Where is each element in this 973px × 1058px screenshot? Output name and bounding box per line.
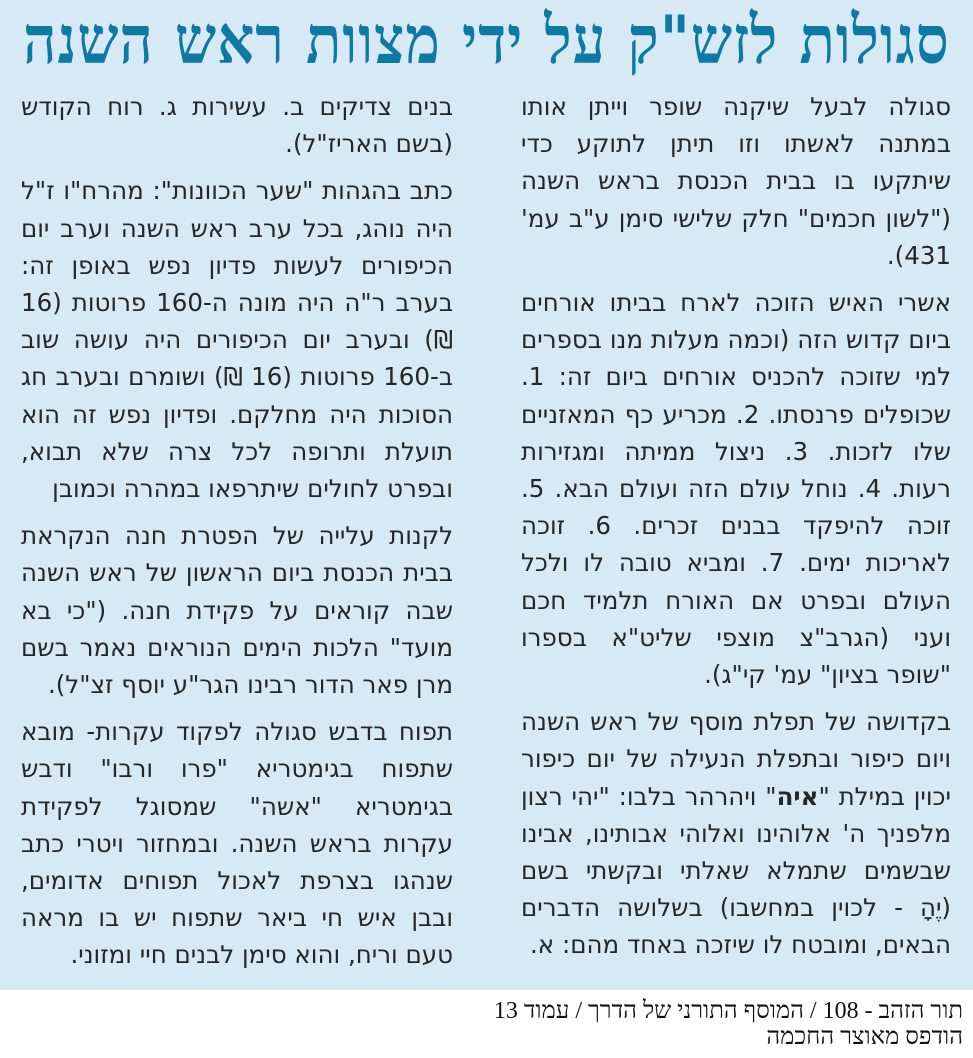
left-column: [21, 88, 453, 984]
text-before-bold: בקדושה של תפלת מוסף של ראש השנה ויום כיפור ובתפלת הנעילה של יום כיפור יכוין במילת ": [521, 707, 951, 811]
text-after-bold: " ויהרהר בלבו: "יהי רצון מלפניך ה' אלוהינו ואלוהי אבותינו, אבינו שבשמים שתמלא שאלתי ובקשתי בשם (יֶהָ - לכוין במחשבו) בשלושה הדברים הבאים, ומובטח לו שיזכה באחד מהם: א.: [521, 781, 951, 960]
page-footer: [494, 998, 963, 1050]
footer-printed-from: הודפס מאוצר החכמה: [766, 1024, 963, 1050]
paragraph-kedusha-intention: [521, 703, 951, 963]
right-column: [521, 88, 951, 974]
bold-word: איה: [776, 781, 819, 811]
page-title: סגולות לזש"ק על ידי מצוות ראש השנה: [23, 0, 950, 80]
paragraph-three-things: בנים צדיקים ב. עשירות ג. רוח הקודש (בשם האריז"ל).: [21, 92, 453, 159]
paragraph-apple-honey: תפוח בדבש סגולה לפקוד עקרות- מובא שתפוח בגימטריא "פרו ורבו" ודבש בגימטריא "אשה" שמסוגל לפקידת עקרות בראש השנה. ובמחזור ויטרי כתב שנהגו בצרפת לאכול תפוחים אדומים, ובבן איש חי ביאר שתפוח יש בו מראה טעם וריח, והוא סימן לבנים חיי ומזוני.: [21, 717, 453, 970]
paragraph-pidyon-nefesh: כתב בהגהות "שער הכוונות": מהרח"ו ז"ל היה נוהג, בכל ערב ראש השנה וערב יום הכיפורים לעשות פדיון נפש באופן זה: בערב ר"ה היה מונה ה-160 פרוטות (16 ₪) ובערב יום הכיפורים היה עושה שוב ב-160 פרוטות (16 ₪) ושומרם ובערב חג הסוכות היה מחלקם. ופדיון נפש זה הוא תועלת ותרופה לכל צרה שלא תבוא, ובפרט לחולים שיתרפאו במהרה וכמובן: [21, 176, 453, 504]
footer-source-line: תור הזהב - 108 / המוסף התורני של הדרך / עמוד 13: [493, 998, 963, 1024]
paragraph-haftarat-chana: לקנות עלייה של הפטרת חנה הנקראת בבית הכנסת ביום הראשון של ראש השנה שבה קוראים על פקידת חנה. ("כי בא מועד" הלכות הימים הנוראים נאמר בשם מרן פאר הדור רבינו הגר"ע יוסף זצ"ל).: [21, 521, 453, 700]
paragraph-shofar-gift: סגולה לבעל שיקנה שופר וייתן אותו במתנה לאשתו וזו תיתן לתוקע כדי שיתקעו בו בבית הכנסת בראש השנה ("לשון חכמים" חלק שלישי סימן ע"ב עמ' 431).: [521, 92, 951, 270]
paragraph-hosting-guests: אשרי האיש הזוכה לארח בביתו אורחים ביום קדוש הזה (וכמה מעלות מנו בספרים למי שזוכה להכניס אורחים ביום זה: 1. שכופלים פרנסתו. 2. מכריע כף המאזניים שלו לזכות. 3. ניצול ממיתה ומגזירות רעות. 4. נוחל עולם הזה ועולם הבא. 5. זוכה להיפקד בבנים זכרים. 6. זוכה לאריכות ימים. 7. ומביא טובה לו ולכל העולם ובפרט אם האורח תלמיד חכם ועני (הגרב"צ מוצפי שליט"א בספרו "שופר בציון" עמ' קי"ג).: [521, 288, 951, 690]
